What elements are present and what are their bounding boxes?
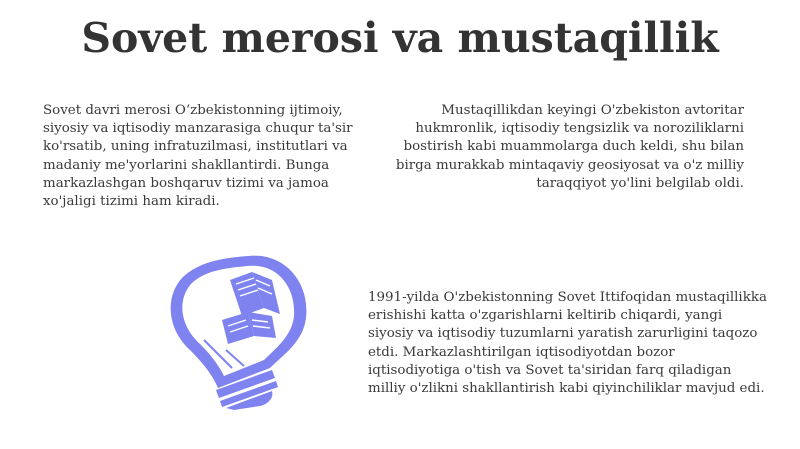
paragraph-independence-1991: 1991-yilda O'zbekistonning Sovet Ittifoqidan mustaqillikka erishishi katta o'zgarishlarni keltirib chiqardi, yangi siyosiy va iqtisodiy tuzumlarni yaratish zarurligini taqozo etdi. Markazlashtirilgan iqtisodiyotdan bozor iqtisodiyotiga o'tish va Sovet ta'siridan farq qiladigan milliy o'zlikni shakllantirish kabi qiyinchiliklar mavjud edi. <box>368 290 767 397</box>
slide-title: Sovet merosi va mustaqillik <box>81 14 719 62</box>
lightbulb-book-icon <box>160 250 310 410</box>
paragraph-post-independence: Mustaqillikdan keyingi O'zbekiston avtoritar hukmronlik, iqtisodiy tengsizlik va noroziliklarni bostirish kabi muammolarga duch keldi, shu bilan birga murakkab mintaqaviy geosiyosat va o'z milliy taraqqiyot yo'lini belgilab oldi. <box>395 103 744 191</box>
paragraph-soviet-legacy: Sovet davri merosi O‘zbekistonning ijtimoiy, siyosiy va iqtisodiy manzarasiga chuqur ta'sir ko'rsatib, uning infratuzilmasi, institutlari va madaniy me'yorlarini shakllantirdi. Bunga markazlashgan boshqaruv tizimi va jamoa xo'jaligi tizimi ham kiradi. <box>43 103 353 210</box>
